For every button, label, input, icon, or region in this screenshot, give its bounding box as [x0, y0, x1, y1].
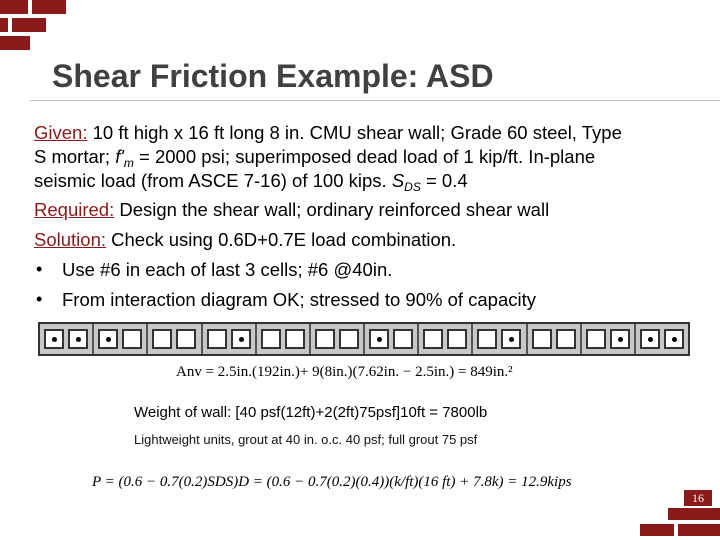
- hollow-cell: [176, 329, 196, 349]
- brick-decoration: [0, 0, 28, 14]
- hollow-cell: [532, 329, 552, 349]
- given-label: Given:: [34, 122, 88, 143]
- axial-load-formula: P = (0.6 − 0.7(0.2)SDS)D = (0.6 − 0.7(0.2)(0.4))(k/ft)(16 ft) + 7.8k) = 12.9kips: [92, 474, 572, 490]
- grouted-cell-with-bar: [369, 329, 389, 349]
- grouted-cell-with-bar: [98, 329, 118, 349]
- required-line: [34, 199, 549, 221]
- hollow-cell: [447, 329, 467, 349]
- cmu-block: [40, 324, 94, 354]
- given-text-2a: S mortar;: [34, 146, 116, 167]
- brick-decoration: [32, 0, 66, 14]
- brick-decoration: [0, 18, 8, 32]
- given-line-3: [34, 170, 468, 198]
- solution-text: Check using 0.6D+0.7E load combination.: [106, 229, 457, 250]
- given-text-2b: = 2000 psi; superimposed dead load of 1 kip/ft. In-plane: [133, 146, 596, 167]
- cmu-block: [582, 324, 636, 354]
- given-line-1: [34, 122, 622, 144]
- brick-decoration: [678, 524, 720, 536]
- title-divider: [30, 100, 720, 101]
- cmu-block: [636, 324, 688, 354]
- hollow-cell: [586, 329, 606, 349]
- hollow-cell: [339, 329, 359, 349]
- cmu-block: [257, 324, 311, 354]
- cmu-wall-diagram: [38, 322, 690, 356]
- grouted-cell-with-bar: [610, 329, 630, 349]
- solution-label: Solution:: [34, 229, 106, 250]
- grouted-cell-with-bar: [664, 329, 684, 349]
- hollow-cell: [556, 329, 576, 349]
- page-number: 16: [684, 490, 712, 506]
- hollow-cell: [477, 329, 497, 349]
- cmu-block: [365, 324, 419, 354]
- grouted-cell-with-bar: [68, 329, 88, 349]
- hollow-cell: [285, 329, 305, 349]
- given-text-3b: = 0.4: [420, 170, 468, 191]
- bullet-marker: •: [36, 259, 43, 279]
- hollow-cell: [152, 329, 172, 349]
- cmu-block: [473, 324, 527, 354]
- fm-symbol: f': [115, 146, 124, 167]
- hollow-cell: [207, 329, 227, 349]
- wall-weight-line: Weight of wall: [40 psf(12ft)+2(2ft)75psf]10ft = 7800lb: [134, 404, 488, 421]
- grout-note-line: Lightweight units, grout at 40 in. o.c. 40 psf; full grout 75 psf: [134, 432, 478, 447]
- hollow-cell: [423, 329, 443, 349]
- cmu-block: [94, 324, 148, 354]
- brick-decoration: [0, 36, 30, 50]
- bullet-marker: •: [36, 289, 43, 309]
- grouted-cell-with-bar: [501, 329, 521, 349]
- cmu-block: [203, 324, 257, 354]
- bullet-item: Use #6 in each of last 3 cells; #6 @40in.: [62, 259, 393, 280]
- hollow-cell: [122, 329, 142, 349]
- cmu-block: [419, 324, 473, 354]
- cmu-block: [528, 324, 582, 354]
- given-text-1: 10 ft high x 16 ft long 8 in. CMU shear wall; Grade 60 steel, Type: [92, 122, 622, 143]
- required-label: Required:: [34, 199, 115, 220]
- hollow-cell: [315, 329, 335, 349]
- brick-decoration: [640, 524, 674, 536]
- sds-subscript: DS: [404, 180, 421, 194]
- grouted-cell-with-bar: [44, 329, 64, 349]
- cmu-block: [311, 324, 365, 354]
- cmu-block: [148, 324, 202, 354]
- required-text: Design the shear wall; ordinary reinforced shear wall: [114, 199, 550, 220]
- hollow-cell: [261, 329, 281, 349]
- sds-symbol: S: [391, 170, 405, 191]
- hollow-cell: [393, 329, 413, 349]
- anv-formula: Anv = 2.5in.(192in.)+ 9(8in.)(7.62in. − 2.5in.) = 849in.²: [176, 364, 513, 380]
- bullet-item: From interaction diagram OK; stressed to 90% of capacity: [62, 289, 537, 310]
- brick-decoration: [12, 18, 46, 32]
- fm-subscript: m: [123, 156, 134, 170]
- given-text-3a: seismic load (from ASCE 7-16) of 100 kips.: [34, 170, 392, 191]
- slide-title: Shear Friction Example: ASD: [52, 58, 494, 94]
- grouted-cell-with-bar: [231, 329, 251, 349]
- brick-decoration: [668, 508, 720, 520]
- grouted-cell-with-bar: [640, 329, 660, 349]
- solution-line: [34, 229, 456, 251]
